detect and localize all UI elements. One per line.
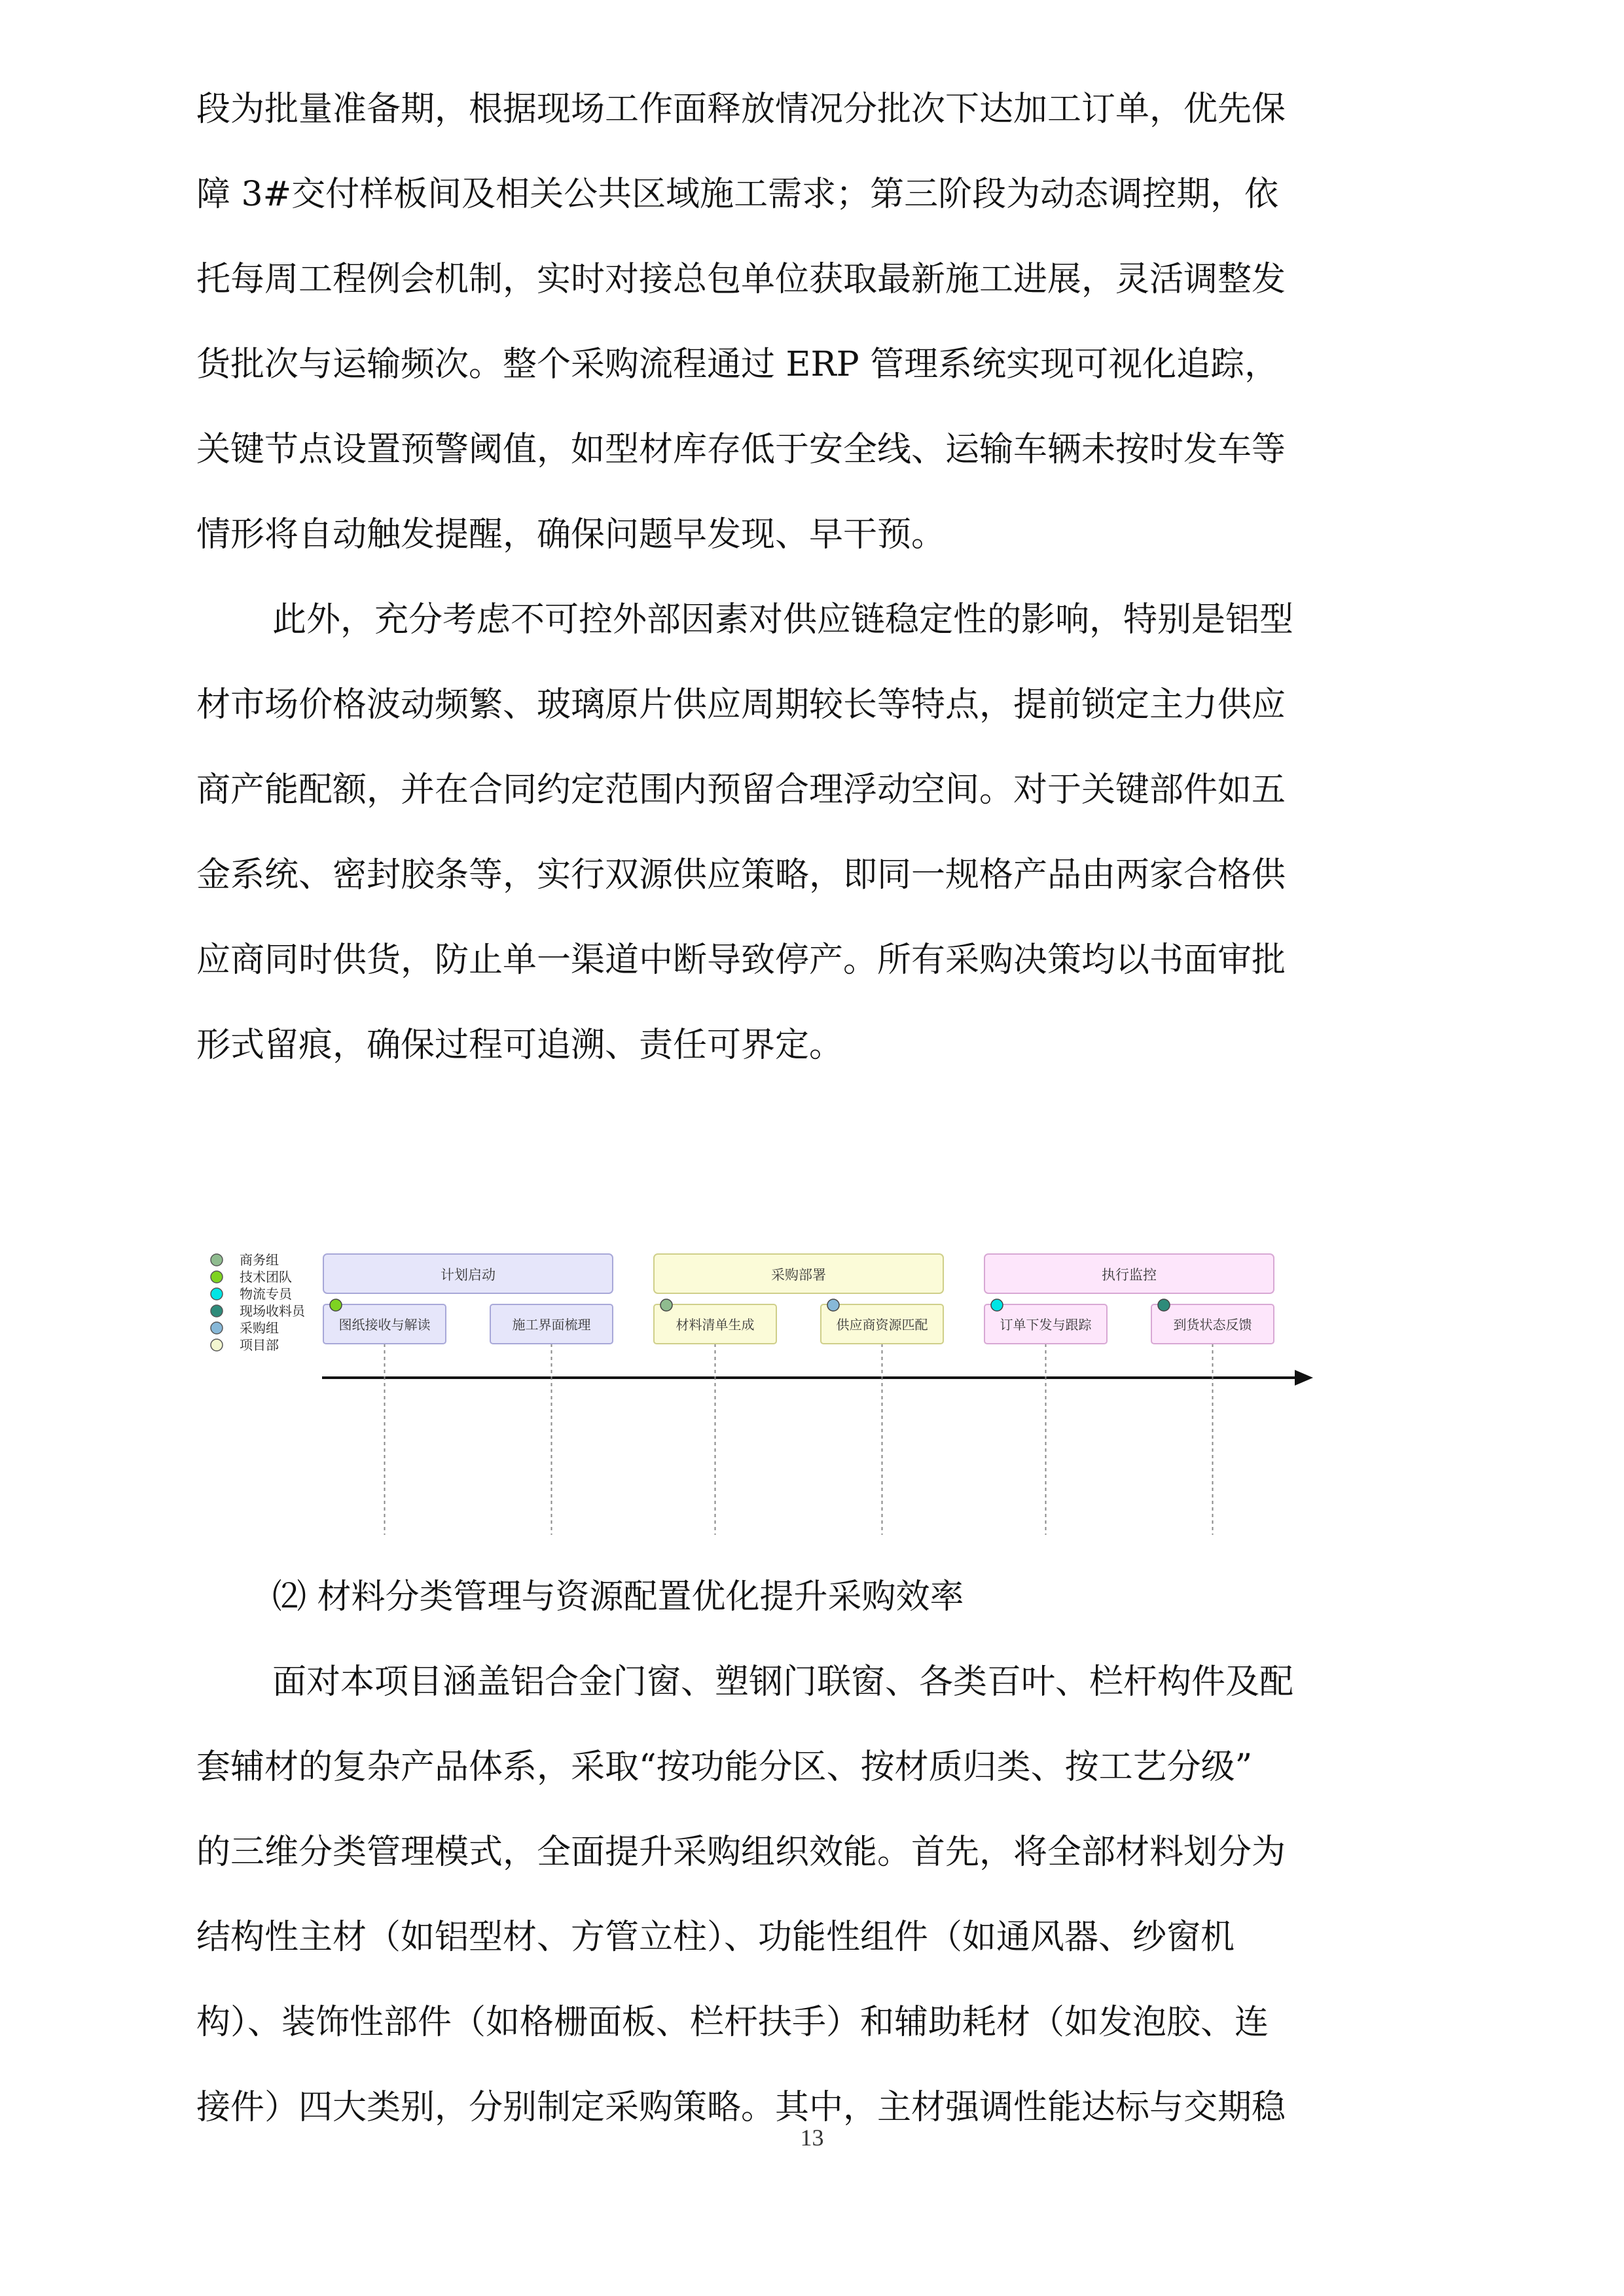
text-line: 应商同时供货，防止单一渠道中断导致停产。所有采购决策均以书面审批 (196, 941, 1286, 980)
text-line: 此外，充分考虑不可控外部因素对供应链稳定性的影响，特别是铝型 (272, 600, 1294, 639)
text-line: 构）、装饰性部件（如格栅面板、栏杆扶手）和辅助耗材（如发泡胶、连 (196, 2003, 1269, 2042)
text-line: 障 3#交付样板间及相关公共区域施工需求；第三阶段为动态调控期，依 (196, 175, 1279, 214)
text-line: ⑵ 材料分类管理与资源配置优化提升采购效率 (272, 1577, 964, 1617)
task-role-marker-icon (991, 1299, 1003, 1311)
text-line: 结构性主材（如铝型材、方管立柱）、功能性组件（如通风器、纱窗机 (196, 1918, 1235, 1957)
text-line: 情形将自动触发提醒，确保问题早发现、早干预。 (196, 515, 946, 554)
timeline-arrowhead-icon (1295, 1370, 1313, 1386)
text-line: 套辅材的复杂产品体系，采取“按功能分区、按材质归类、按工艺分级” (196, 1748, 1253, 1787)
legend-label: 物流专员 (240, 1286, 292, 1302)
task-label: 订单下发与跟踪 (1000, 1317, 1092, 1333)
text-line: 段为批量准备期，根据现场工作面释放情况分批次下达加工订单，优先保 (196, 90, 1286, 129)
task-role-marker-icon (330, 1299, 342, 1311)
task-label: 到货状态反馈 (1173, 1317, 1252, 1333)
text-line: 托每周工程例会机制，实时对接总包单位获取最新施工进展，灵活调整发 (196, 260, 1286, 299)
page-number: 13 (800, 2125, 824, 2151)
task-role-marker-icon (827, 1299, 839, 1311)
phase-title: 计划启动 (441, 1267, 496, 1283)
text-line: 材市场价格波动频繁、玻璃原片供应周期较长等特点，提前锁定主力供应 (196, 685, 1286, 725)
task-label: 图纸接收与解读 (338, 1317, 431, 1333)
legend-marker-icon (211, 1305, 223, 1317)
text-line: 形式留痕，确保过程可追溯、责任可界定。 (196, 1026, 844, 1065)
text-line: 货批次与运输频次。整个采购流程通过 ERP 管理系统实现可视化追踪， (196, 345, 1279, 384)
legend-label: 商务组 (240, 1252, 279, 1268)
task-role-marker-icon (1158, 1299, 1170, 1311)
task-label: 材料清单生成 (676, 1317, 755, 1333)
legend-marker-icon (211, 1339, 223, 1351)
legend-marker-icon (211, 1254, 223, 1266)
legend-marker-icon (211, 1288, 223, 1300)
task-label: 施工界面梳理 (512, 1317, 591, 1333)
phase-title: 执行监控 (1102, 1267, 1157, 1283)
paragraph (196, 1554, 1434, 1640)
paragraph (196, 1640, 1434, 2150)
legend-marker-icon (211, 1322, 223, 1334)
legend-label: 技术团队 (240, 1269, 292, 1285)
task-label: 供应商资源匹配 (836, 1317, 928, 1333)
legend-label: 采购组 (240, 1320, 279, 1336)
text-line: 关键节点设置预警阈值，如型材库存低于安全线、运输车辆未按时发车等 (196, 430, 1286, 469)
legend-label: 项目部 (240, 1337, 279, 1353)
legend-label: 现场收料员 (240, 1303, 305, 1319)
task-role-marker-icon (660, 1299, 672, 1311)
body-text-bottom (196, 1554, 1434, 2150)
text-line: 接件）四大类别，分别制定采购策略。其中，主材强调性能达标与交期稳 (196, 2088, 1286, 2127)
phase-title: 采购部署 (771, 1267, 826, 1283)
legend-marker-icon (211, 1271, 223, 1283)
text-line: 的三维分类管理模式，全面提升采购组织效能。首先，将全部材料划分为 (196, 1833, 1286, 1872)
text-line: 金系统、密封胶条等，实行双源供应策略，即同一规格产品由两家合格供 (196, 855, 1286, 895)
text-line: 面对本项目涵盖铝合金门窗、塑钢门联窗、各类百叶、栏杆构件及配 (272, 1662, 1294, 1702)
text-line: 商产能配额，并在合同约定范围内预留合理浮动空间。对于关键部件如五 (196, 770, 1286, 810)
